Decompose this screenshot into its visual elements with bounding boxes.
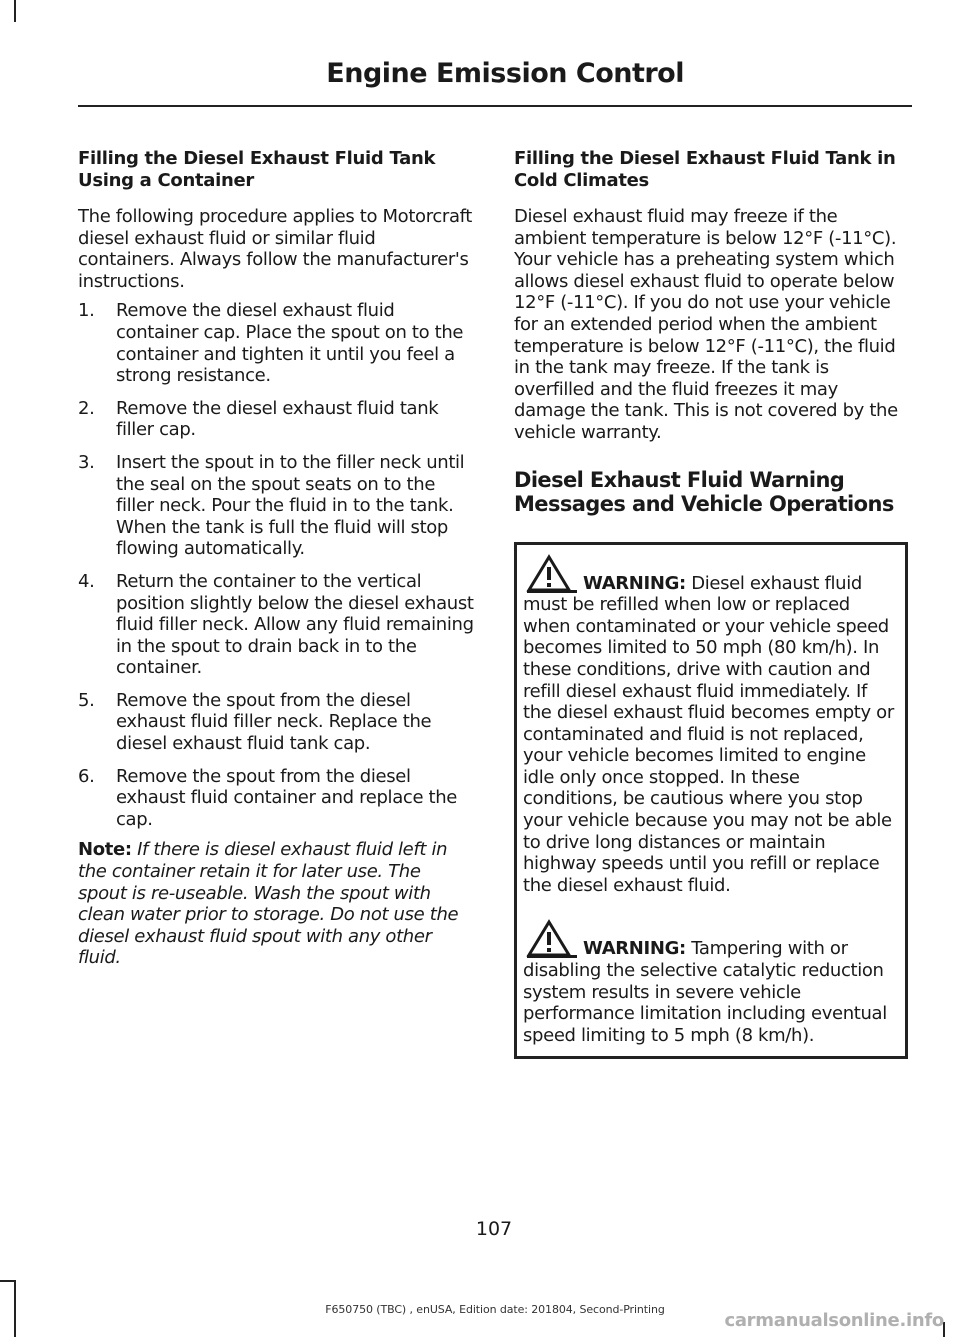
- step-number: 2.: [78, 397, 95, 419]
- step-text: Remove the diesel exhaust fluid tank filler cap.: [116, 397, 439, 441]
- cold-climates-paragraph: Diesel exhaust fluid may freeze if the ambient temperature is below 12°F (-11°C). Your vehicle has a preheating system which allows diesel exhaust fluid to operate below 12°F (-11°C). If you do not use your vehicle for an extended period when the ambient temperature is below 12°F (-11°C), the fluid in the tank may freeze. If the tank is overfilled and the fluid freezes it may damage the tank. This is not covered by the vehicle warranty.: [514, 206, 898, 443]
- list-item: [78, 690, 474, 755]
- step-text: Remove the spout from the diesel exhaust fluid container and replace the cap.: [116, 765, 458, 830]
- intro-paragraph: The following procedure applies to Motorcraft diesel exhaust fluid or similar fluid containers. Always follow the manufacturer's instructions.: [78, 206, 473, 292]
- header-rule: [78, 105, 912, 107]
- page-header-title: Engine Emission Control: [326, 58, 684, 89]
- list-item: [78, 766, 474, 831]
- step-number: 1.: [78, 300, 95, 322]
- step-number: 4.: [78, 570, 95, 592]
- warning-triangle-icon: [525, 918, 577, 958]
- section-heading-container: Filling the Diesel Exhaust Fluid Tank Using a Container: [78, 148, 436, 191]
- right-column: [514, 148, 908, 1059]
- list-item: [78, 300, 474, 386]
- step-number: 5.: [78, 689, 95, 711]
- warning-text: Tampering with or disabling the selective catalytic reduction system results in severe vehicle performance limitation including eventual speed limiting to 5 mph (8 km/h).: [523, 938, 887, 1046]
- warning-box: [514, 542, 908, 1060]
- note-text: If there is diesel exhaust fluid left in the container retain it for later use. The spout is re-useable. Wash the spout with clean water prior to storage. Do not use the diesel exhaust fluid spout with any other fluid.: [78, 839, 459, 969]
- left-column: [78, 148, 474, 969]
- step-text: Insert the spout in to the filler neck until the seal on the spout seats on to the filler neck. Pour the fluid in to the tank. When the tank is full the fluid will stop flowing automatically.: [116, 451, 465, 560]
- page-number: 107: [475, 1218, 513, 1240]
- warning-triangle-icon: [525, 553, 577, 593]
- step-number: 3.: [78, 451, 95, 473]
- warning-label: WARNING:: [583, 938, 686, 960]
- edition-footer: F650750 (TBC) , enUSA, Edition date: 201804, Second-Printing: [325, 1303, 665, 1316]
- step-text: Return the container to the vertical position slightly below the diesel exhaust fluid filler neck. Allow any fluid remaining in the spout to drain back in to the container.: [116, 570, 474, 679]
- list-item: [78, 398, 474, 441]
- note-paragraph: [78, 839, 474, 969]
- crop-mark-top-left: [14, 0, 16, 22]
- watermark: carmanualsonline.info: [724, 1310, 944, 1331]
- note-label: Note:: [78, 839, 132, 861]
- warning-text: Diesel exhaust fluid must be refilled when low or replaced when contaminated or your vehicle speed becomes limited to 50 mph (80 km/h). In these conditions, drive with caution and refill diesel exhaust fluid immediately. If the diesel exhaust fluid becomes empty or contaminated and fluid is not replaced, your vehicle becomes limited to engine idle only once stopped. In these conditions, be cautious where you stop your vehicle because you may not be able to drive long distances or maintain highway speeds until you refill or replace the diesel exhaust fluid.: [523, 572, 894, 896]
- section-heading-cold-climates: Filling the Diesel Exhaust Fluid Tank in Cold Climates: [514, 148, 896, 191]
- list-item: [78, 571, 474, 679]
- crop-mark-bottom-left-h: [0, 1280, 16, 1282]
- step-text: Remove the spout from the diesel exhaust fluid filler neck. Replace the diesel exhaust fluid tank cap.: [116, 689, 432, 755]
- crop-mark-bottom-left: [14, 1280, 16, 1337]
- section-heading-warning-messages: Diesel Exhaust Fluid Warning Messages and Vehicle Operations: [514, 467, 894, 516]
- list-item: [78, 452, 474, 560]
- warning-item: [523, 918, 899, 1046]
- step-text: Remove the diesel exhaust fluid container cap. Place the spout on to the container and tighten it until you feel a strong resistance.: [116, 300, 464, 387]
- warning-label: WARNING:: [583, 572, 686, 594]
- procedure-steps: [78, 300, 474, 830]
- warning-item: [523, 553, 899, 897]
- step-number: 6.: [78, 765, 95, 787]
